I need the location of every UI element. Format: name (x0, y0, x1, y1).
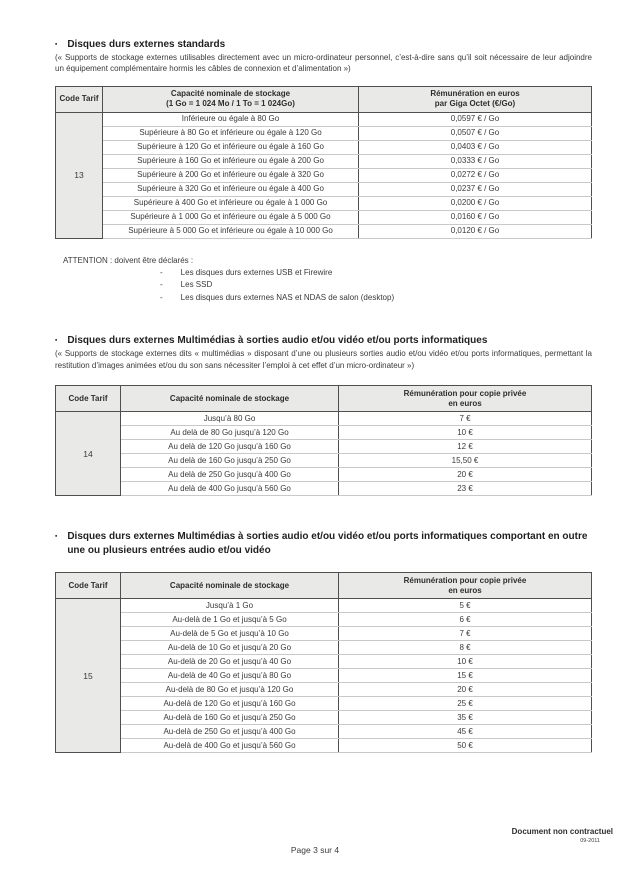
table-row (56, 440, 592, 454)
price-cell: 20 € (339, 468, 592, 482)
price-cell: 8 € (339, 641, 592, 655)
capacity-cell: Au-delà de 1 Go et jusqu’à 5 Go (121, 613, 339, 627)
capacity-cell: Jusqu’à 1 Go (121, 599, 339, 613)
price-cell: 0,0237 € / Go (359, 182, 592, 196)
section-heading-multimedia (55, 334, 592, 348)
price-cell: 0,0200 € / Go (359, 196, 592, 210)
table-row (56, 725, 592, 739)
capacity-cell: Au-delà de 120 Go et jusqu’à 160 Go (121, 697, 339, 711)
dash-bullet: - (160, 280, 163, 290)
capacity-cell: Supérieure à 200 Go et inférieure ou égale à 320 Go (103, 168, 359, 182)
capacity-cell: Au delà de 80 Go jusqu’à 120 Go (121, 426, 339, 440)
capacity-cell: Au-delà de 80 Go et jusqu’à 120 Go (121, 683, 339, 697)
footer-non-contractual: Document non contractuel (511, 827, 613, 836)
table-header-row (56, 573, 592, 599)
section-heading-text: Disques durs externes standards (67, 39, 226, 50)
table-row (56, 655, 592, 669)
capacity-cell: Supérieure à 1 000 Go et inférieure ou égale à 5 000 Go (103, 210, 359, 224)
price-cell: 7 € (339, 627, 592, 641)
attention-item (55, 279, 592, 292)
col-header-price-line1: Rémunération pour copie privée (403, 575, 527, 585)
table-row (56, 739, 592, 753)
section-intro-multimedia: (« Supports de stockage externes dits « multimédias » disposant d’une ou plusieurs sorties audio et/ou vidéo et/ou ports informatiques, permettant la restitution d’images animées et/ou du son sans nécessiter l’emploi à cet effet d’un micro-ordinateur ») (55, 349, 592, 370)
attention-list (55, 267, 592, 305)
price-cell: 23 € (339, 482, 592, 496)
table-row (56, 641, 592, 655)
price-cell: 35 € (339, 711, 592, 725)
footer-page-number: Page 3 sur 4 (290, 845, 340, 855)
tariff-code-cell: 15 (56, 599, 121, 753)
section-heading-text: Disques durs externes Multimédias à sorties audio et/ou vidéo et/ou ports informatiques comportant en outre une ou plusieurs entrées audio et/ou vidéo (67, 531, 588, 557)
attention-title: ATTENTION : doivent être déclarés : (63, 255, 194, 265)
tariff-code-cell: 14 (56, 412, 121, 496)
table-header-row (56, 86, 592, 112)
footer-version: 09-2011 (580, 838, 600, 844)
capacity-cell: Jusqu’à 80 Go (121, 412, 339, 426)
table-row (56, 154, 592, 168)
capacity-cell: Au-delà de 160 Go et jusqu’à 250 Go (121, 711, 339, 725)
col-header-capacity (103, 86, 359, 112)
table-row (56, 126, 592, 140)
attention-item-text: Les disques durs externes USB et Firewire (180, 267, 333, 277)
capacity-cell: Supérieure à 120 Go et inférieure ou égale à 160 Go (103, 140, 359, 154)
price-cell: 0,0272 € / Go (359, 168, 592, 182)
attention-block (55, 255, 592, 305)
attention-item-text: Les SSD (180, 280, 213, 290)
col-header-capacity: Capacité nominale de stockage (121, 386, 339, 412)
table-row (56, 711, 592, 725)
col-header-price-line1: Rémunération en euros (430, 89, 520, 99)
col-header-price (339, 386, 592, 412)
price-cell: 6 € (339, 613, 592, 627)
table-header-row (56, 386, 592, 412)
table-row (56, 224, 592, 238)
capacity-cell: Au delà de 160 Go jusqu’à 250 Go (121, 454, 339, 468)
col-header-price-line2: en euros (448, 398, 482, 408)
section-standards (55, 38, 592, 304)
capacity-cell: Supérieure à 160 Go et inférieure ou égale à 200 Go (103, 154, 359, 168)
section-heading-text: Disques durs externes Multimédias à sorties audio et/ou vidéo et/ou ports informatiques (67, 335, 488, 347)
col-header-code-tarif: Code Tarif (56, 573, 121, 599)
capacity-cell: Supérieure à 400 Go et inférieure ou égale à 1 000 Go (103, 196, 359, 210)
table-row (56, 669, 592, 683)
col-header-price (339, 573, 592, 599)
square-bullet-icon: ▪ (55, 533, 58, 541)
table-row (56, 140, 592, 154)
price-cell: 0,0120 € / Go (359, 224, 592, 238)
capacity-cell: Inférieure ou égale à 80 Go (103, 112, 359, 126)
price-cell: 5 € (339, 599, 592, 613)
table-row (56, 683, 592, 697)
price-cell: 10 € (339, 426, 592, 440)
tariff-table-code-14 (55, 385, 592, 496)
dash-bullet: - (160, 292, 163, 302)
col-header-price (359, 86, 592, 112)
price-cell: 25 € (339, 697, 592, 711)
table-row (56, 210, 592, 224)
table-row (56, 112, 592, 126)
section-heading-multimedia-io (55, 530, 592, 558)
section-multimedia (55, 334, 592, 496)
section-multimedia-io (55, 530, 592, 753)
table-row (56, 182, 592, 196)
price-cell: 0,0160 € / Go (359, 210, 592, 224)
capacity-cell: Au-delà de 10 Go et jusqu’à 20 Go (121, 641, 339, 655)
capacity-cell: Supérieure à 5 000 Go et inférieure ou égale à 10 000 Go (103, 224, 359, 238)
table-row (56, 412, 592, 426)
col-header-price-line2: par Giga Octet (€/Go) (434, 99, 516, 109)
table-row (56, 168, 592, 182)
price-cell: 7 € (339, 412, 592, 426)
table-row (56, 482, 592, 496)
price-cell: 15,50 € (339, 454, 592, 468)
col-header-capacity-line2: (1 Go = 1 024 Mo / 1 To = 1 024Go) (166, 99, 295, 109)
dash-bullet: - (160, 267, 163, 277)
attention-item (55, 267, 592, 280)
square-bullet-icon: ▪ (55, 41, 58, 48)
price-cell: 0,0333 € / Go (359, 154, 592, 168)
col-header-capacity: Capacité nominale de stockage (121, 573, 339, 599)
capacity-cell: Au-delà de 40 Go et jusqu’à 80 Go (121, 669, 339, 683)
table-row (56, 613, 592, 627)
capacity-cell: Au delà de 120 Go jusqu’à 160 Go (121, 440, 339, 454)
table-row (56, 697, 592, 711)
capacity-cell: Au delà de 400 Go jusqu’à 560 Go (121, 482, 339, 496)
tariff-table-code-13 (55, 86, 592, 239)
capacity-cell: Au-delà de 250 Go et jusqu’à 400 Go (121, 725, 339, 739)
table-row (56, 468, 592, 482)
section-intro-standards: (« Supports de stockage externes utilisables directement avec un micro-ordinateur personnel, c’est-à-dire sans qu’il soit nécessaire de leur adjoindre un équipement complémentaire hormis les câbles de connexion et d’alimentation ») (55, 53, 592, 74)
table-row (56, 627, 592, 641)
col-header-code-tarif: Code Tarif (56, 86, 103, 112)
table-row (56, 454, 592, 468)
price-cell: 0,0597 € / Go (359, 112, 592, 126)
col-header-price-line2: en euros (448, 585, 482, 595)
capacity-cell: Au-delà de 20 Go et jusqu’à 40 Go (121, 655, 339, 669)
price-cell: 20 € (339, 683, 592, 697)
tariff-table-code-15 (55, 572, 592, 753)
col-header-price-line1: Rémunération pour copie privée (403, 388, 527, 398)
price-cell: 0,0507 € / Go (359, 126, 592, 140)
square-bullet-icon: ▪ (55, 337, 58, 345)
attention-item-text: Les disques durs externes NAS et NDAS de salon (desktop) (180, 292, 395, 302)
col-header-code-tarif: Code Tarif (56, 386, 121, 412)
tariff-code-cell: 13 (56, 112, 103, 238)
attention-item (55, 292, 592, 305)
capacity-cell: Supérieure à 80 Go et inférieure ou égale à 120 Go (103, 126, 359, 140)
col-header-capacity-line1: Capacité nominale de stockage (170, 89, 291, 99)
table-row (56, 599, 592, 613)
capacity-cell: Au-delà de 5 Go et jusqu’à 10 Go (121, 627, 339, 641)
table-row (56, 196, 592, 210)
price-cell: 45 € (339, 725, 592, 739)
section-heading-standards (55, 38, 592, 52)
price-cell: 0,0403 € / Go (359, 140, 592, 154)
capacity-cell: Au-delà de 400 Go et jusqu’à 560 Go (121, 739, 339, 753)
capacity-cell: Au delà de 250 Go jusqu’à 400 Go (121, 468, 339, 482)
price-cell: 12 € (339, 440, 592, 454)
capacity-cell: Supérieure à 320 Go et inférieure ou égale à 400 Go (103, 182, 359, 196)
table-row (56, 426, 592, 440)
price-cell: 15 € (339, 669, 592, 683)
price-cell: 10 € (339, 655, 592, 669)
price-cell: 50 € (339, 739, 592, 753)
